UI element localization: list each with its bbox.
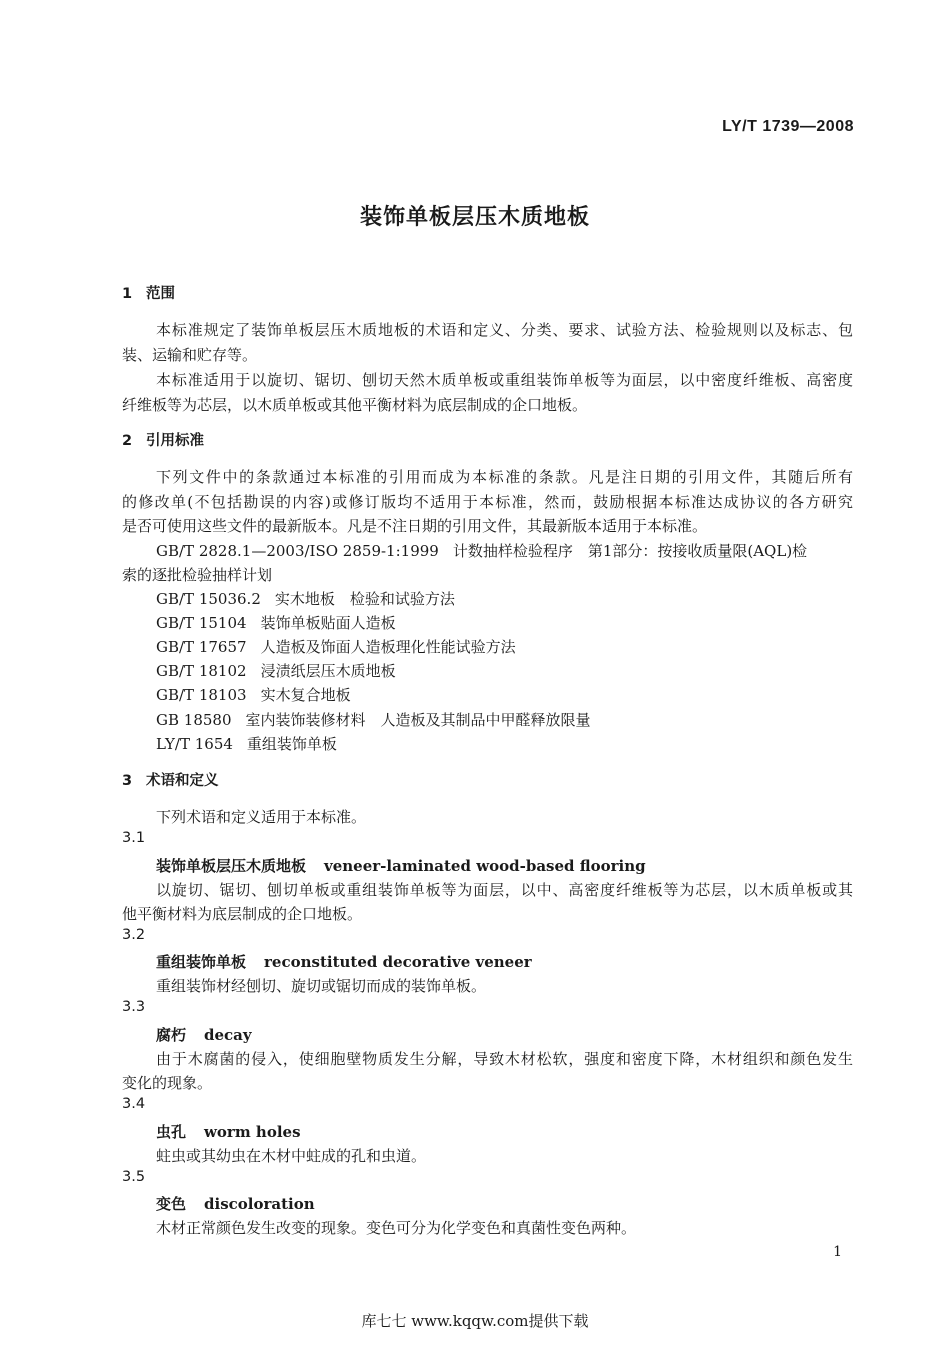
reference-code: GB/T 2828.1—2003/ISO 2859-1:1999 [156, 542, 439, 560]
clause-number: 3.3 [122, 999, 146, 1015]
reference-code: LY/T 1654 [156, 735, 233, 753]
reference-item [156, 709, 591, 730]
term-heading [156, 1193, 315, 1214]
page-number: 1 [833, 1244, 842, 1260]
section-2-heading [122, 429, 204, 450]
term-en: reconstituted decorative veneer [264, 953, 532, 971]
paragraph-line: 本标准规定了装饰单板层压木质地板的术语和定义、分类、要求、试验方法、检验规则以及标志、包 [156, 321, 853, 339]
reference-item [156, 588, 455, 609]
term-heading [156, 1024, 252, 1045]
section-number: 1 [122, 286, 133, 302]
term-zh: 虫孔 [156, 1123, 187, 1141]
reference-item [156, 612, 396, 633]
term-heading [156, 1121, 301, 1142]
paragraph-line: 的修改单(不包括勘误的内容)或修订版均不适用于本标准，然而，鼓励根据本标准达成协议的各方研究 [122, 493, 853, 511]
definition-line: 木材正常颜色发生改变的现象。变色可分为化学变色和真菌性变色两种。 [156, 1219, 637, 1237]
definition-line: 以旋切、锯切、刨切单板或重组装饰单板等为面层，以中、高密度纤维板等为芯层，以木质单板或其 [156, 881, 853, 899]
paragraph-line: 下列术语和定义适用于本标准。 [156, 808, 367, 826]
definition-line: 由于木腐菌的侵入，使细胞壁物质发生分解，导致木材松软，强度和密度下降，木材组织和颜色发生 [156, 1050, 853, 1068]
paragraph-line: 装、运输和贮存等。 [122, 346, 258, 364]
term-zh: 重组装饰单板 [156, 953, 247, 971]
clause-number: 3.5 [122, 1169, 146, 1185]
term-zh: 变色 [156, 1195, 187, 1213]
section-title: 术语和定义 [146, 773, 219, 789]
section-title: 范围 [146, 286, 175, 302]
reference-name: 浸渍纸层压木质地板 [260, 662, 396, 680]
document-title: 装饰单板层压木质地板 [359, 205, 590, 230]
reference-item [156, 733, 337, 754]
section-3-heading [122, 769, 219, 790]
definition-line: 重组装饰材经刨切、旋切或锯切而成的装饰单板。 [156, 977, 487, 995]
section-title: 引用标准 [146, 433, 204, 449]
paragraph-line: 是否可使用这些文件的最新版本。凡是不注日期的引用文件，其最新版本适用于本标准。 [122, 517, 708, 535]
clause-number: 3.4 [122, 1096, 146, 1112]
definition-line: 变化的现象。 [122, 1074, 213, 1092]
section-number: 3 [122, 773, 133, 789]
definition-line: 蛀虫或其幼虫在木材中蛀成的孔和虫道。 [156, 1147, 427, 1165]
reference-code: GB/T 15036.2 [156, 590, 261, 608]
paragraph-line: 纤维板等为芯层，以木质单板或其他平衡材料为底层制成的企口地板。 [122, 396, 588, 414]
term-en: veneer-laminated wood-based flooring [324, 857, 646, 875]
reference-item [156, 540, 807, 561]
section-number: 2 [122, 433, 133, 449]
reference-item [156, 684, 351, 705]
term-zh: 腐朽 [156, 1026, 187, 1044]
clause-number: 3.1 [122, 830, 146, 846]
section-1-heading [122, 282, 175, 303]
reference-item-continuation: 索的逐批检验抽样计划 [122, 566, 273, 584]
term-en: decay [204, 1026, 252, 1044]
reference-name: 实木地板 检验和试验方法 [274, 590, 455, 608]
reference-item [156, 660, 396, 681]
reference-name: 装饰单板贴面人造板 [260, 614, 396, 632]
reference-code: GB/T 15104 [156, 614, 247, 632]
reference-item [156, 636, 516, 657]
term-zh: 装饰单板层压木质地板 [156, 857, 307, 875]
reference-name: 室内装饰装修材料 人造板及其制品中甲醛释放限量 [245, 711, 591, 729]
reference-name: 重组装饰单板 [246, 735, 337, 753]
paragraph-line: 本标准适用于以旋切、锯切、刨切天然木质单板或重组装饰单板等为面层，以中密度纤维板、高密度 [156, 371, 853, 389]
reference-code: GB 18580 [156, 711, 232, 729]
reference-code: GB/T 17657 [156, 638, 247, 656]
standard-code: LY/T 1739—2008 [722, 118, 854, 135]
definition-line: 他平衡材料为底层制成的企口地板。 [122, 905, 363, 923]
paragraph-line: 下列文件中的条款通过本标准的引用而成为本标准的条款。凡是注日期的引用文件，其随后所有 [156, 468, 853, 486]
reference-code: GB/T 18102 [156, 662, 247, 680]
term-heading [156, 951, 532, 972]
download-footer: 库七七 www.kqqw.com提供下载 [361, 1312, 589, 1330]
term-heading [156, 855, 646, 876]
reference-name: 实木复合地板 [260, 686, 351, 704]
clause-number: 3.2 [122, 927, 146, 943]
reference-name: 计数抽样检验程序 第1部分：按接收质量限(AQL)检 [452, 542, 808, 560]
term-en: worm holes [204, 1123, 301, 1141]
term-en: discoloration [204, 1195, 315, 1213]
reference-name: 人造板及饰面人造板理化性能试验方法 [260, 638, 516, 656]
reference-code: GB/T 18103 [156, 686, 247, 704]
